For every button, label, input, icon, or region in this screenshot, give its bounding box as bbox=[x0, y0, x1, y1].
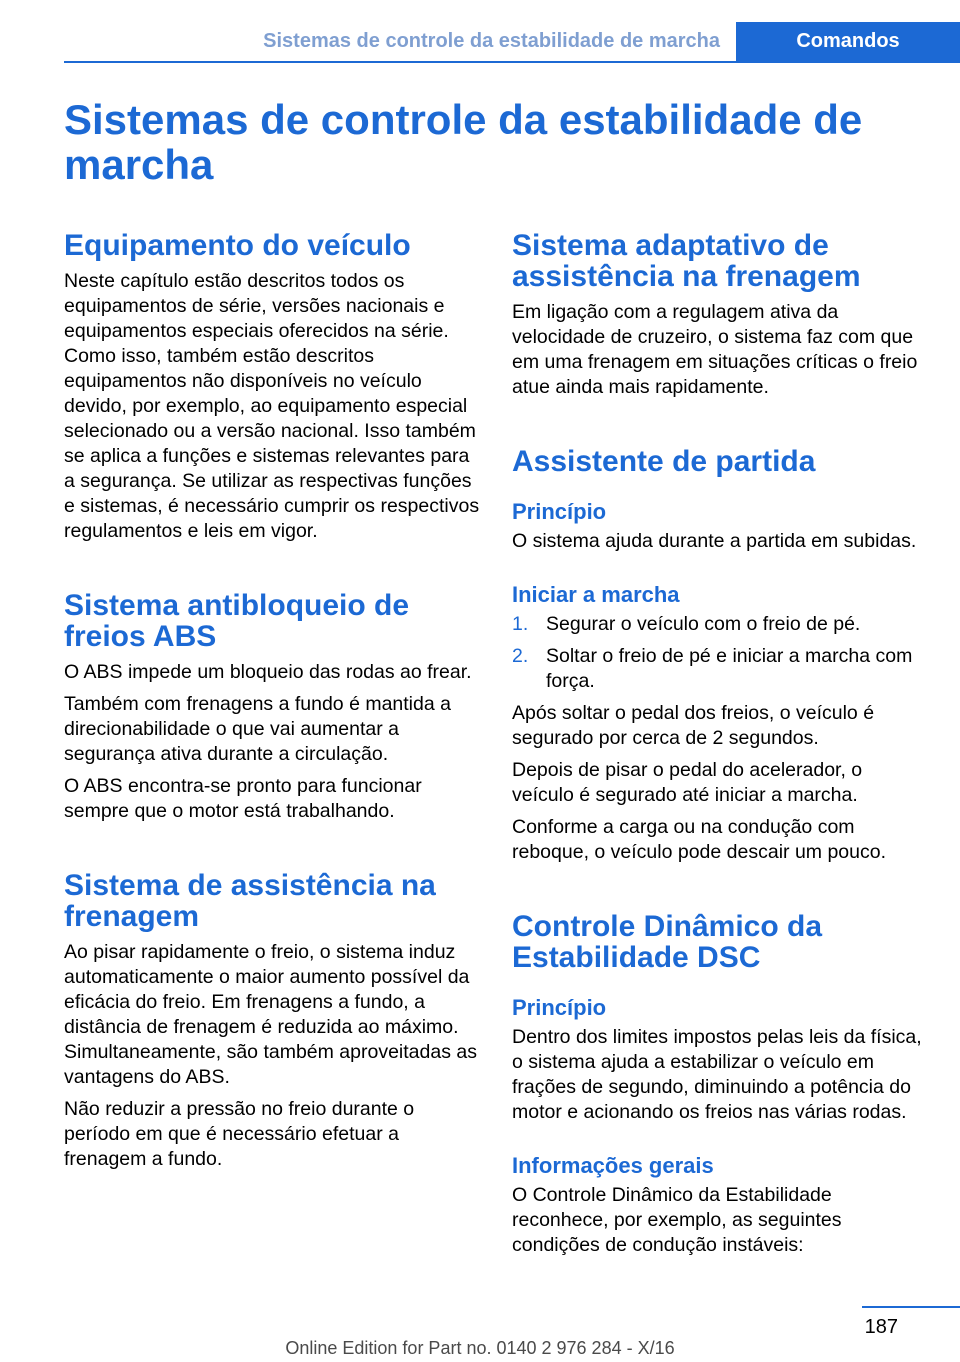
step-number: 1. bbox=[512, 613, 529, 635]
page-title: Sistemas de controle da estabilidade de marcha bbox=[64, 96, 863, 188]
subheading-drive-off: Iniciar a marcha bbox=[512, 582, 680, 607]
paragraph-after-release-3: Conforme a carga ou na condução com reboque, o veículo pode descair um pouco. bbox=[512, 816, 886, 863]
paragraph-adaptive-brake-assist: Em ligação com a regulagem ativa da velocidade de cruzeiro, o sistema faz com que em uma frenagem em situações críticas o freio atue ainda mais rapidamente. bbox=[512, 301, 918, 398]
paragraph-abs-1: O ABS impede um bloqueio das rodas ao frear. bbox=[64, 661, 472, 683]
heading-dsc: Controle Dinâmico da Estabilidade DSC bbox=[512, 910, 823, 974]
paragraph-dsc-principle: Dentro dos limites impostos pelas leis da física, o sistema ajuda a estabilizar o veículo em frações de segundo, diminuindo a potência do motor e acionando os freios nas várias rodas. bbox=[512, 1026, 922, 1123]
paragraph-brake-assist-1: Ao pisar rapidamente o freio, o sistema induz automaticamente o maior aumento possível da eficácia do freio. Em frenagens a fundo, a distância de frenagem é reduzida ao máximo. Simultaneamente, são também aproveitadas as vantagens do ABS. bbox=[64, 941, 477, 1088]
step-number: 2. bbox=[512, 645, 529, 667]
paragraph-abs-2: Também com frenagens a fundo é mantida a direcionabilidade o que vai aumentar a segurança ativa durante a circulação. bbox=[64, 693, 451, 765]
paragraph-brake-assist-2: Não reduzir a pressão no freio durante o período em que é necessário efetuar a frenagem a fundo. bbox=[64, 1098, 415, 1170]
page-number: 187 bbox=[864, 1316, 898, 1338]
subheading-dsc-principle: Princípio bbox=[512, 995, 607, 1020]
running-header-section: Sistemas de controle da estabilidade de marcha bbox=[263, 30, 720, 52]
heading-adaptive-brake-assist: Sistema adaptativo de assistência na frenagem bbox=[512, 229, 861, 293]
footer-rule bbox=[862, 1306, 960, 1308]
paragraph-vehicle-equipment: Neste capítulo estão descritos todos os equipamentos de série, versões nacionais e equipamentos especiais oferecidos na série. Como isso, também estão descritos equipamentos não disponíveis no veículo devido, por exemplo, ao equipamento especial selecionado ou a versão nacional. Isso também se aplica a funções e sistemas relevantes para a segurança. Se utilizar as respectivas funções e sistemas, é necessário cumprir os respectivos regulamentos e leis em vigor. bbox=[64, 270, 480, 542]
paragraph-after-release-2: Depois de pisar o pedal do acelerador, o veículo é segurado até iniciar a marcha. bbox=[512, 759, 863, 806]
step-text: Segurar o veículo com o freio de pé. bbox=[546, 613, 861, 635]
paragraph-after-release-1: Após soltar o pedal dos freios, o veículo é segurado por cerca de 2 segundos. bbox=[512, 702, 875, 749]
list-item bbox=[512, 644, 922, 694]
heading-vehicle-equipment: Equipamento do veículo bbox=[64, 229, 411, 262]
subheading-general-info: Informações gerais bbox=[512, 1153, 714, 1178]
paragraph-general-info: O Controle Dinâmico da Estabilidade reconhece, por exemplo, as seguintes condições de condução instáveis: bbox=[512, 1184, 842, 1256]
paragraph-abs-3: O ABS encontra-se pronto para funcionar sempre que o motor está trabalhando. bbox=[64, 775, 422, 822]
header-rule bbox=[64, 61, 960, 63]
chapter-tab: Comandos bbox=[736, 22, 960, 61]
right-column bbox=[512, 230, 922, 1265]
left-column bbox=[64, 230, 480, 1179]
list-item bbox=[512, 612, 922, 637]
paragraph-principle: O sistema ajuda durante a partida em subidas. bbox=[512, 530, 917, 552]
steps-list bbox=[512, 612, 922, 694]
step-text: Soltar o freio de pé e iniciar a marcha com força. bbox=[546, 645, 913, 692]
subheading-principle: Princípio bbox=[512, 499, 607, 524]
heading-abs: Sistema antibloqueio de freios ABS bbox=[64, 589, 410, 653]
heading-drive-off-assistant: Assistente de partida bbox=[512, 445, 816, 478]
heading-brake-assist: Sistema de assistência na frenagem bbox=[64, 869, 436, 933]
edition-footer: Online Edition for Part no. 0140 2 976 284 - X/16 bbox=[285, 1338, 675, 1358]
